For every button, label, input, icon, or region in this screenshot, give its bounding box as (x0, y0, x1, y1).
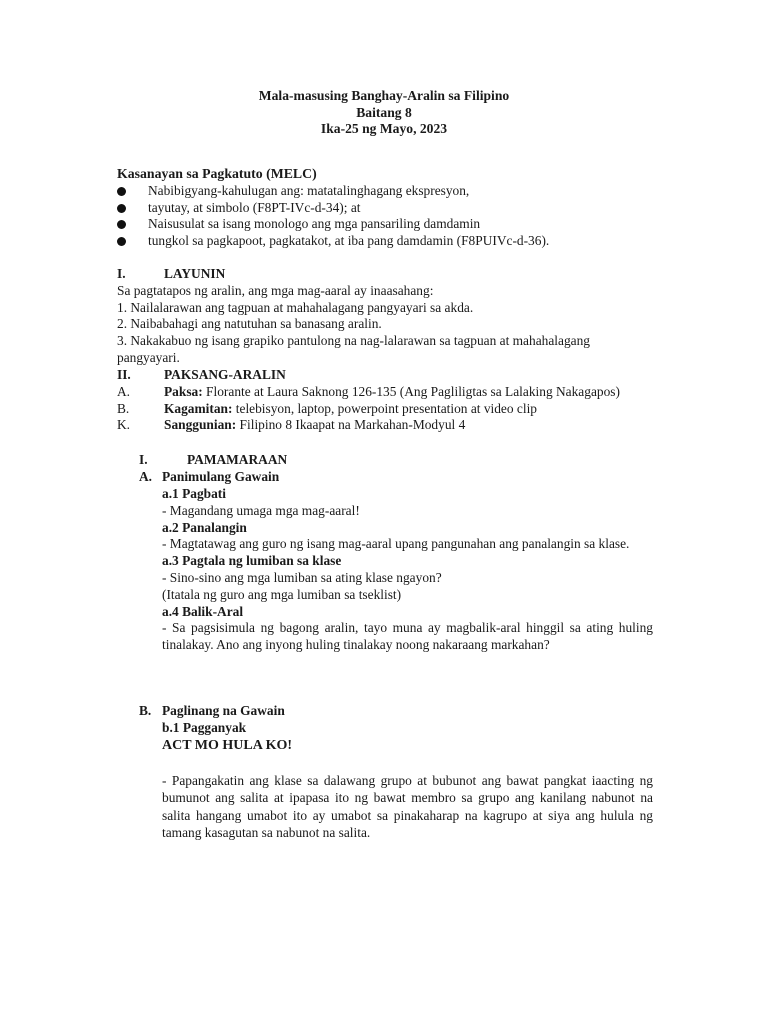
paksang-aralin-section (117, 367, 653, 434)
paglinang-gawain-heading: B. Paglinang na Gawain (139, 703, 285, 718)
melc-bullet: tungkol sa pagkapoot, pagkatakot, at iba pang damdamin (F8PUIVc-d-36). (117, 233, 653, 250)
layunin-heading: I. LAYUNIN (117, 266, 226, 281)
balik-aral-text: - Sa pagsisimula ng bagong aralin, tayo muna ay magbalik-aral hinggil sa ating huling tinalakay. Ano ang inyong huling tinalakay noong nakaraang markahan? (162, 620, 653, 653)
balik-aral-heading: a.4 Balik-Aral (162, 603, 244, 619)
melc-bullet: Naisusulat sa isang monologo ang mga pansariling damdamin (117, 216, 653, 233)
melc-bullet: Nabibigyang-kahulugan ang: matatalinghagang ekspresyon, (117, 183, 653, 200)
melc-section (117, 166, 653, 250)
paglinang-gawain-content (162, 720, 653, 842)
paksang-aralin-heading: II. PAKSANG-ARALIN (117, 367, 286, 382)
document-date: Ika-25 ng Mayo, 2023 (320, 121, 448, 137)
pagtala-text: - Sino-sino ang mga lumiban sa ating klase ngayon? (162, 569, 442, 585)
layunin-item: 3. Nakakabuo ng isang grapiko pantulong na nag-lalarawan sa tagpuan at mahahalagang pangyayari. (117, 333, 590, 365)
pagbati-heading: a.1 Pagbati (162, 486, 226, 501)
pamamaraan-heading: I. PAMAMARAAN (139, 452, 288, 467)
activity-title: ACT MO HULA KO! (162, 737, 293, 753)
document-title: Mala-masusing Banghay-Aralin sa Filipino (258, 88, 510, 103)
bullet-icon (117, 220, 126, 229)
pagtala-note: (Itatala ng guro ang mga lumiban sa tseklist) (162, 586, 402, 602)
layunin-item: 1. Nailalarawan ang tagpuan at mahahalagang pangyayari sa akda. (117, 299, 474, 315)
panimulang-gawain-heading: A. Panimulang Gawain (139, 469, 280, 484)
layunin-intro: Sa pagtatapos ng aralin, ang mga mag-aaral ay inaasahang: (117, 282, 434, 298)
paksa-item: B. Kagamitan: telebisyon, laptop, powerpoint presentation at video clip (117, 400, 538, 416)
paksa-item: A. Paksa: Florante at Laura Saknong 126-135 (Ang Pagliligtas sa Lalaking Nakagapos) (117, 383, 620, 399)
panalangin-heading: a.2 Panalangin (162, 519, 247, 535)
bullet-icon (117, 187, 126, 196)
pagbati-text: - Magandang umaga mga mag-aaral! (162, 502, 360, 518)
melc-heading: Kasanayan sa Pagkatuto (MELC) (117, 166, 317, 181)
activity-description: - Papangakatin ang klase sa dalawang grupo at bubunot ang bawat pangkat iaacting ng bumunot ang salita at ipapasa ito ng bawat membro sa grupo ang kanilang nabunot na salita hangang umabot ito ay umabot sa pinakaharap na kagrupo at siya ang hulula ng tamang kasagutan sa nabunot na salita. (162, 772, 653, 841)
pagtala-heading: a.3 Pagtala ng lumiban sa klase (162, 553, 342, 569)
bullet-icon (117, 204, 126, 213)
grade-level: Baitang 8 (356, 104, 412, 120)
bullet-icon (117, 237, 126, 246)
paksa-item: K. Sanggunian: Filipino 8 Ikaapat na Markahan-Modyul 4 (117, 417, 466, 433)
pagganyak-heading: b.1 Pagganyak (162, 720, 247, 735)
layunin-item: 2. Naibabahagi ang natutuhan sa banasang aralin. (117, 316, 382, 332)
panalangin-text: - Magtatawag ang guro ng isang mag-aaral upang pangunahan ang panalangin sa klase. (162, 536, 630, 552)
melc-bullet: tayutay, at simbolo (F8PT-IVc-d-34); at (117, 200, 653, 217)
panimulang-gawain-content (162, 486, 653, 654)
layunin-section (117, 266, 653, 367)
document-header (0, 88, 768, 138)
